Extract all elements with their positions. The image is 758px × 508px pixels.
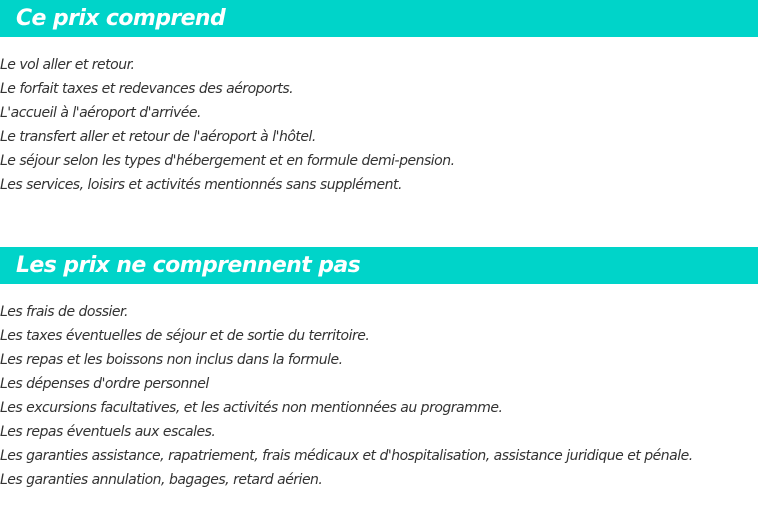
- excluded-item: Les excursions facultatives, et les activités non mentionnées au programme.: [0, 400, 503, 416]
- excluded-item: Les taxes éventuelles de séjour et de sortie du territoire.: [0, 328, 370, 344]
- included-item: Le forfait taxes et redevances des aéroports.: [0, 81, 294, 97]
- excluded-item: Les garanties assistance, rapatriement, frais médicaux et d'hospitalisation, assistance juridique et pénale.: [0, 448, 693, 464]
- excluded-items-list: [0, 300, 693, 492]
- excluded-section-title: [0, 247, 758, 284]
- included-item: L'accueil à l'aéroport d'arrivée.: [0, 105, 201, 121]
- included-title-text: Ce prix comprend: [16, 6, 226, 31]
- included-section-title: [0, 0, 758, 37]
- included-item: Le séjour selon les types d'hébergement et en formule demi-pension.: [0, 153, 455, 169]
- included-item: Les services, loisirs et activités mentionnés sans supplément.: [0, 177, 402, 193]
- included-item: Le transfert aller et retour de l'aéroport à l'hôtel.: [0, 129, 316, 145]
- excluded-item: Les garanties annulation, bagages, retard aérien.: [0, 472, 323, 488]
- excluded-title-text: Les prix ne comprennent pas: [16, 253, 361, 278]
- excluded-item: Les frais de dossier.: [0, 304, 128, 320]
- excluded-item: Les dépenses d'ordre personnel: [0, 376, 209, 392]
- included-items-list: [0, 53, 455, 197]
- included-item: Le vol aller et retour.: [0, 57, 135, 73]
- excluded-item: Les repas et les boissons non inclus dans la formule.: [0, 352, 343, 368]
- excluded-item: Les repas éventuels aux escales.: [0, 424, 216, 440]
